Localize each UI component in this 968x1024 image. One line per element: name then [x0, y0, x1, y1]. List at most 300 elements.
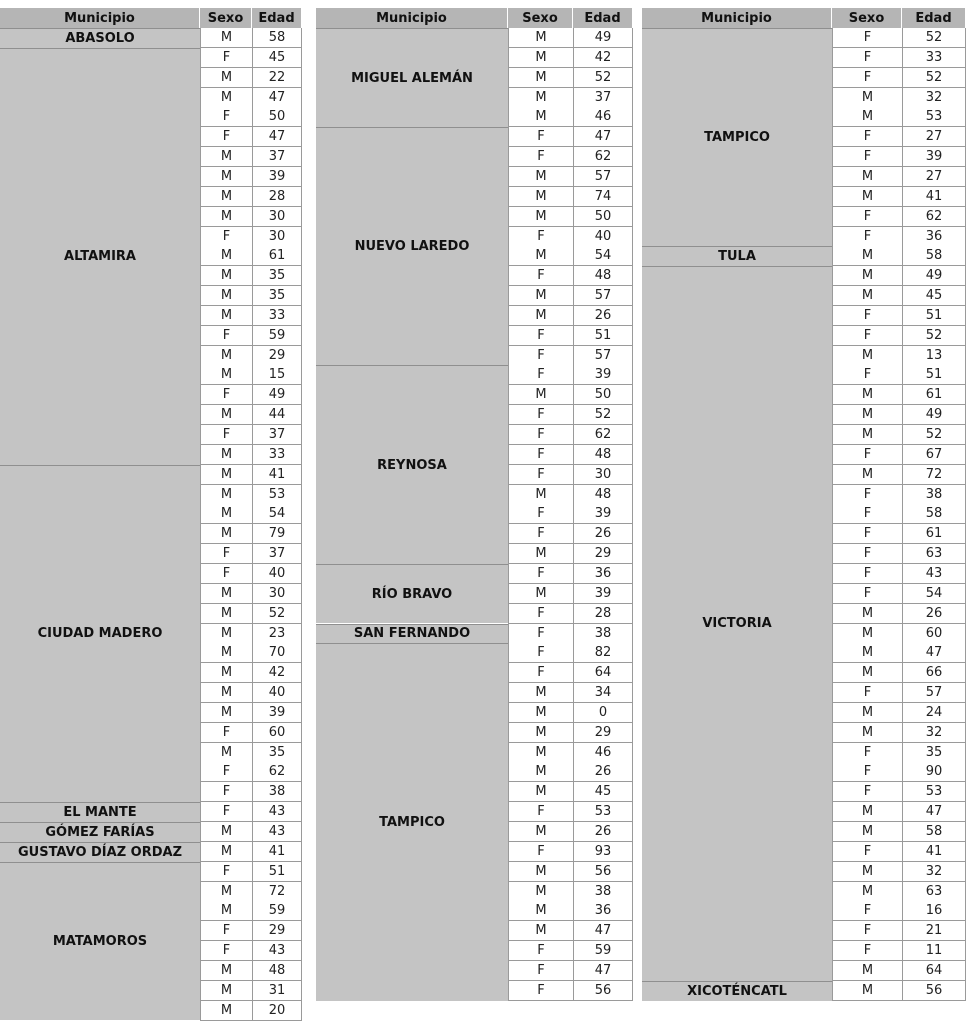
edad-cell: 64 [902, 961, 966, 981]
sexo-cell: F [508, 981, 573, 1001]
sexo-cell: F [200, 921, 252, 941]
sexo-cell: M [832, 802, 902, 822]
edad-cell: 60 [902, 624, 966, 644]
sexo-cell: M [200, 822, 252, 842]
edad-cell: 43 [252, 802, 302, 822]
municipio-cell: CIUDAD MADERO [0, 465, 200, 802]
sexo-cell: M [200, 445, 252, 465]
sexo-cell: F [832, 544, 902, 564]
edad-cell: 37 [252, 425, 302, 445]
sexo-cell: M [200, 1001, 252, 1021]
edad-cell: 93 [573, 842, 633, 862]
edad-cell: 36 [573, 901, 633, 921]
municipio-cell: ABASOLO [0, 28, 200, 48]
municipio-cell: TAMPICO [642, 28, 832, 246]
edad-cell: 53 [902, 107, 966, 127]
sexo-cell: F [508, 643, 573, 663]
edad-cell: 62 [902, 207, 966, 227]
sexo-cell: F [200, 227, 252, 247]
edad-cell: 57 [573, 167, 633, 187]
sexo-cell: M [508, 187, 573, 207]
sexo-cell: F [508, 425, 573, 445]
edad-cell: 31 [252, 981, 302, 1001]
sexo-cell: F [200, 326, 252, 346]
header-municipio: Municipio [0, 8, 200, 28]
sexo-cell: M [832, 286, 902, 306]
sexo-cell: M [200, 405, 252, 425]
sexo-cell: M [200, 961, 252, 981]
edad-cell: 35 [252, 743, 302, 763]
edad-cell: 45 [573, 782, 633, 802]
edad-cell: 56 [573, 981, 633, 1001]
edad-cell: 30 [573, 465, 633, 485]
sexo-cell: F [832, 326, 902, 346]
edad-cell: 23 [252, 624, 302, 644]
sexo-cell: M [508, 901, 573, 921]
edad-cell: 28 [252, 187, 302, 207]
sexo-cell: F [508, 802, 573, 822]
edad-cell: 32 [902, 723, 966, 743]
sexo-cell: F [832, 683, 902, 703]
municipio-cell: REYNOSA [316, 365, 508, 564]
edad-cell: 40 [252, 564, 302, 584]
sexo-cell: M [200, 743, 252, 763]
sexo-cell: F [200, 544, 252, 564]
header-sexo: Sexo [832, 8, 902, 28]
edad-cell: 26 [573, 524, 633, 544]
edad-cell: 41 [252, 842, 302, 862]
sexo-cell: M [200, 246, 252, 266]
edad-cell: 62 [252, 762, 302, 782]
edad-cell: 39 [573, 584, 633, 604]
sexo-cell: M [832, 107, 902, 127]
edad-cell: 52 [902, 28, 966, 48]
sexo-cell: F [508, 961, 573, 981]
header-edad: Edad [902, 8, 966, 28]
sexo-cell: F [832, 743, 902, 763]
edad-cell: 44 [252, 405, 302, 425]
edad-cell: 40 [252, 683, 302, 703]
edad-cell: 63 [902, 544, 966, 564]
sexo-cell: M [508, 882, 573, 902]
sexo-cell: M [200, 286, 252, 306]
edad-cell: 56 [573, 862, 633, 882]
edad-cell: 47 [252, 88, 302, 108]
edad-cell: 15 [252, 365, 302, 385]
edad-cell: 52 [573, 405, 633, 425]
edad-cell: 74 [573, 187, 633, 207]
sexo-cell: M [832, 822, 902, 842]
edad-cell: 62 [573, 425, 633, 445]
edad-cell: 39 [252, 703, 302, 723]
edad-cell: 43 [902, 564, 966, 584]
sexo-cell: M [508, 544, 573, 564]
edad-cell: 90 [902, 762, 966, 782]
sexo-cell: M [832, 385, 902, 405]
edad-cell: 26 [573, 762, 633, 782]
edad-cell: 30 [252, 207, 302, 227]
edad-cell: 16 [902, 901, 966, 921]
edad-cell: 50 [573, 207, 633, 227]
edad-cell: 51 [902, 306, 966, 326]
edad-cell: 62 [573, 147, 633, 167]
edad-cell: 50 [573, 385, 633, 405]
edad-cell: 61 [902, 385, 966, 405]
sexo-cell: M [508, 385, 573, 405]
sexo-cell: M [200, 604, 252, 624]
sexo-cell: F [832, 127, 902, 147]
sexo-cell: F [832, 365, 902, 385]
sexo-cell: F [832, 48, 902, 68]
sexo-cell: F [832, 524, 902, 544]
data-table-1 [0, 8, 302, 1021]
sexo-cell: F [508, 346, 573, 366]
sexo-cell: F [508, 266, 573, 286]
edad-cell: 35 [902, 743, 966, 763]
sexo-cell: F [508, 842, 573, 862]
edad-cell: 20 [252, 1001, 302, 1021]
edad-cell: 53 [573, 802, 633, 822]
sexo-cell: F [200, 782, 252, 802]
edad-cell: 66 [902, 663, 966, 683]
sexo-cell: M [508, 306, 573, 326]
sexo-cell: M [200, 88, 252, 108]
sexo-cell: M [508, 485, 573, 505]
sexo-cell: F [200, 127, 252, 147]
edad-cell: 52 [573, 68, 633, 88]
edad-cell: 42 [573, 48, 633, 68]
municipio-cell: XICOTÉNCATL [642, 981, 832, 1001]
edad-cell: 36 [573, 564, 633, 584]
edad-cell: 47 [902, 643, 966, 663]
edad-cell: 39 [252, 167, 302, 187]
edad-cell: 37 [252, 544, 302, 564]
sexo-cell: M [200, 465, 252, 485]
edad-cell: 47 [902, 802, 966, 822]
edad-cell: 26 [902, 604, 966, 624]
municipio-cell: TULA [642, 246, 832, 266]
sexo-cell: F [200, 107, 252, 127]
edad-cell: 67 [902, 445, 966, 465]
sexo-cell: F [832, 921, 902, 941]
sexo-cell: F [508, 624, 573, 644]
sexo-cell: M [508, 862, 573, 882]
sexo-cell: M [832, 346, 902, 366]
edad-cell: 54 [252, 504, 302, 524]
sexo-cell: M [200, 882, 252, 902]
edad-cell: 53 [902, 782, 966, 802]
sexo-cell: F [832, 762, 902, 782]
edad-cell: 52 [902, 326, 966, 346]
edad-cell: 37 [573, 88, 633, 108]
edad-cell: 22 [252, 68, 302, 88]
edad-cell: 11 [902, 941, 966, 961]
sexo-cell: F [200, 48, 252, 68]
municipio-cell: MATAMOROS [0, 862, 200, 1021]
edad-cell: 36 [902, 227, 966, 247]
edad-cell: 53 [252, 485, 302, 505]
edad-cell: 51 [573, 326, 633, 346]
edad-cell: 64 [573, 663, 633, 683]
edad-cell: 59 [252, 326, 302, 346]
edad-cell: 42 [252, 663, 302, 683]
sexo-cell: M [508, 723, 573, 743]
sexo-cell: F [200, 762, 252, 782]
municipio-cell: TAMPICO [316, 643, 508, 1000]
sexo-cell: M [508, 167, 573, 187]
edad-cell: 47 [573, 961, 633, 981]
sexo-cell: M [508, 584, 573, 604]
sexo-cell: M [200, 504, 252, 524]
sexo-cell: F [508, 227, 573, 247]
edad-cell: 41 [902, 187, 966, 207]
edad-cell: 46 [573, 743, 633, 763]
edad-cell: 41 [902, 842, 966, 862]
sexo-cell: F [832, 68, 902, 88]
sexo-cell: M [200, 703, 252, 723]
sexo-cell: M [508, 88, 573, 108]
sexo-cell: M [200, 842, 252, 862]
sexo-cell: F [832, 227, 902, 247]
sexo-cell: M [200, 207, 252, 227]
edad-cell: 24 [902, 703, 966, 723]
edad-cell: 72 [252, 882, 302, 902]
sexo-cell: M [832, 981, 902, 1001]
edad-cell: 29 [252, 921, 302, 941]
sexo-cell: F [508, 445, 573, 465]
edad-cell: 38 [902, 485, 966, 505]
header-municipio: Municipio [642, 8, 832, 28]
sexo-cell: M [832, 703, 902, 723]
sexo-cell: M [200, 643, 252, 663]
header-edad: Edad [252, 8, 302, 28]
edad-cell: 39 [902, 147, 966, 167]
edad-cell: 48 [573, 266, 633, 286]
edad-cell: 57 [902, 683, 966, 703]
edad-cell: 49 [252, 385, 302, 405]
sexo-cell: M [200, 663, 252, 683]
sexo-cell: F [508, 147, 573, 167]
sexo-cell: F [508, 663, 573, 683]
sexo-cell: F [200, 723, 252, 743]
data-table-3 [642, 8, 966, 1001]
edad-cell: 57 [573, 346, 633, 366]
sexo-cell: F [508, 564, 573, 584]
edad-cell: 59 [252, 901, 302, 921]
sexo-cell: M [832, 624, 902, 644]
sexo-cell: M [200, 485, 252, 505]
edad-cell: 60 [252, 723, 302, 743]
edad-cell: 43 [252, 822, 302, 842]
edad-cell: 38 [573, 624, 633, 644]
sexo-cell: F [200, 802, 252, 822]
sexo-cell: F [508, 524, 573, 544]
sexo-cell: M [832, 88, 902, 108]
edad-cell: 58 [902, 822, 966, 842]
edad-cell: 41 [252, 465, 302, 485]
sexo-cell: F [832, 584, 902, 604]
sexo-cell: M [508, 207, 573, 227]
edad-cell: 32 [902, 88, 966, 108]
edad-cell: 29 [573, 723, 633, 743]
edad-cell: 33 [252, 306, 302, 326]
edad-cell: 40 [573, 227, 633, 247]
edad-cell: 45 [902, 286, 966, 306]
sexo-cell: M [200, 346, 252, 366]
sexo-cell: F [832, 207, 902, 227]
edad-cell: 43 [252, 941, 302, 961]
sexo-cell: M [508, 762, 573, 782]
sexo-cell: M [200, 147, 252, 167]
sexo-cell: F [200, 941, 252, 961]
header-edad: Edad [573, 8, 633, 28]
sexo-cell: M [200, 266, 252, 286]
edad-cell: 52 [252, 604, 302, 624]
sexo-cell: M [832, 643, 902, 663]
sexo-cell: M [832, 167, 902, 187]
edad-cell: 13 [902, 346, 966, 366]
municipio-cell: ALTAMIRA [0, 48, 200, 465]
edad-cell: 29 [573, 544, 633, 564]
sexo-cell: F [832, 306, 902, 326]
edad-cell: 34 [573, 683, 633, 703]
sexo-cell: M [832, 246, 902, 266]
sexo-cell: M [200, 584, 252, 604]
municipio-cell: MIGUEL ALEMÁN [316, 28, 508, 127]
sexo-cell: M [508, 703, 573, 723]
edad-cell: 32 [902, 862, 966, 882]
sexo-cell: F [832, 504, 902, 524]
edad-cell: 38 [573, 882, 633, 902]
edad-cell: 49 [902, 266, 966, 286]
edad-cell: 48 [252, 961, 302, 981]
edad-cell: 52 [902, 425, 966, 445]
municipio-cell: EL MANTE [0, 802, 200, 822]
sexo-cell: F [832, 147, 902, 167]
sexo-cell: M [200, 187, 252, 207]
municipio-cell: GÓMEZ FARÍAS [0, 822, 200, 842]
sexo-cell: M [508, 246, 573, 266]
sexo-cell: F [832, 842, 902, 862]
edad-cell: 59 [573, 941, 633, 961]
edad-cell: 48 [573, 445, 633, 465]
edad-cell: 29 [252, 346, 302, 366]
edad-cell: 27 [902, 127, 966, 147]
edad-cell: 28 [573, 604, 633, 624]
municipio-cell: GUSTAVO DÍAZ ORDAZ [0, 842, 200, 862]
edad-cell: 49 [573, 28, 633, 48]
edad-cell: 38 [252, 782, 302, 802]
sexo-cell: M [832, 425, 902, 445]
edad-cell: 33 [902, 48, 966, 68]
sexo-cell: F [508, 465, 573, 485]
edad-cell: 39 [573, 504, 633, 524]
sexo-cell: M [508, 683, 573, 703]
edad-cell: 61 [902, 524, 966, 544]
edad-cell: 39 [573, 365, 633, 385]
edad-cell: 26 [573, 306, 633, 326]
sexo-cell: M [200, 306, 252, 326]
sexo-cell: M [200, 901, 252, 921]
header-sexo: Sexo [508, 8, 573, 28]
sexo-cell: M [200, 68, 252, 88]
municipio-cell: RÍO BRAVO [316, 564, 508, 624]
edad-cell: 79 [252, 524, 302, 544]
edad-cell: 52 [902, 68, 966, 88]
sexo-cell: F [508, 604, 573, 624]
edad-cell: 33 [252, 445, 302, 465]
sexo-cell: M [508, 822, 573, 842]
sexo-cell: F [832, 564, 902, 584]
edad-cell: 61 [252, 246, 302, 266]
sexo-cell: F [832, 28, 902, 48]
sexo-cell: M [832, 961, 902, 981]
edad-cell: 30 [252, 227, 302, 247]
edad-cell: 47 [573, 921, 633, 941]
sexo-cell: M [508, 921, 573, 941]
sexo-cell: M [200, 981, 252, 1001]
sexo-cell: M [832, 405, 902, 425]
sexo-cell: M [200, 624, 252, 644]
sexo-cell: F [200, 564, 252, 584]
sexo-cell: F [832, 485, 902, 505]
sexo-cell: F [200, 425, 252, 445]
sexo-cell: F [200, 862, 252, 882]
edad-cell: 26 [573, 822, 633, 842]
sexo-cell: F [508, 127, 573, 147]
sexo-cell: F [508, 504, 573, 524]
sexo-cell: F [832, 901, 902, 921]
sexo-cell: M [508, 286, 573, 306]
sexo-cell: M [508, 107, 573, 127]
municipio-cell: NUEVO LAREDO [316, 127, 508, 365]
edad-cell: 51 [902, 365, 966, 385]
edad-cell: 49 [902, 405, 966, 425]
sexo-cell: M [832, 465, 902, 485]
sexo-cell: M [508, 68, 573, 88]
edad-cell: 35 [252, 266, 302, 286]
sexo-cell: M [508, 743, 573, 763]
edad-cell: 35 [252, 286, 302, 306]
edad-cell: 56 [902, 981, 966, 1001]
sexo-cell: M [832, 723, 902, 743]
sexo-cell: M [508, 48, 573, 68]
edad-cell: 27 [902, 167, 966, 187]
sexo-cell: M [200, 524, 252, 544]
sexo-cell: M [832, 663, 902, 683]
sexo-cell: M [200, 167, 252, 187]
edad-cell: 51 [252, 862, 302, 882]
edad-cell: 58 [902, 246, 966, 266]
edad-cell: 47 [573, 127, 633, 147]
edad-cell: 47 [252, 127, 302, 147]
edad-cell: 58 [902, 504, 966, 524]
sexo-cell: F [508, 405, 573, 425]
edad-cell: 72 [902, 465, 966, 485]
edad-cell: 46 [573, 107, 633, 127]
sexo-cell: F [200, 385, 252, 405]
sexo-cell: F [832, 445, 902, 465]
sexo-cell: M [200, 365, 252, 385]
sexo-cell: F [832, 941, 902, 961]
edad-cell: 70 [252, 643, 302, 663]
edad-cell: 30 [252, 584, 302, 604]
edad-cell: 57 [573, 286, 633, 306]
edad-cell: 48 [573, 485, 633, 505]
sexo-cell: M [832, 882, 902, 902]
sexo-cell: F [832, 782, 902, 802]
edad-cell: 63 [902, 882, 966, 902]
